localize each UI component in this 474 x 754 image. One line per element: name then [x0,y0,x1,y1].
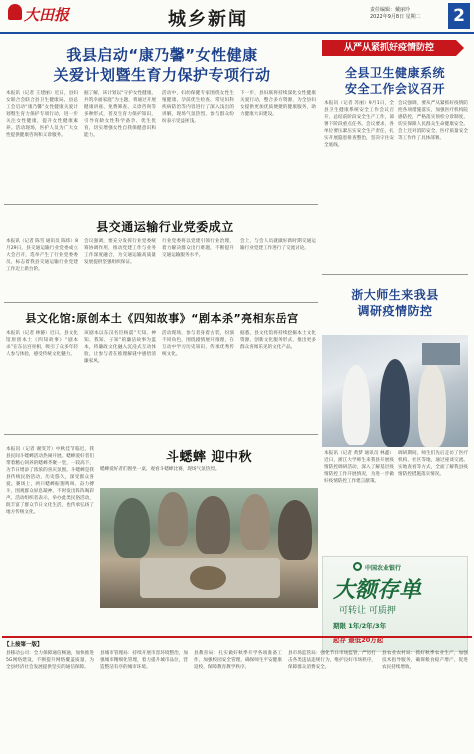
page-number: 2 [448,3,470,29]
side-badge: 从严从紧抓好疫情防控 [322,40,456,56]
section-title: 城乡新闻 [168,9,248,30]
ad-terms: 期限 1年/2年/3年 [333,622,387,630]
continuation-column: 县城市管理局：持续开展市容环境整治，加强城市精细化管理，着力提升城市品位，营造整洁有序的城市环境。 [100,651,188,670]
bank-logo-icon [353,562,362,571]
ad-sub-text: 可转让 可质押 [339,606,396,616]
editor-info [370,7,421,21]
badge-arrow-icon [456,40,464,56]
zju-body-column: 本报讯（记者 黄梦 通讯员 林鑫）近日，浙江大学师生来我县开展疫情防控调研活动，深入了解基层疫情防控工作开展情况，为进一步做好疫情防控工作建言献策。 [324,451,394,484]
lead-headline-line-2: 关爱计划暨生育力保护专项行动 [53,66,271,84]
zju-headline-line-1: 浙大师生来我县 [351,288,439,302]
culture-body-column: 该剧本以东汉名臣杨震“天知、神知、我知、子知”的廉洁故事为蓝本，将廉政文化融入沉浸式互动体验，让参与者在推理解谜中感悟清廉家风。 [84,331,156,364]
lead-body-column: 活动中，妇幼保健专家围绕女性生殖健康、孕前优生检查、常见妇科疾病防治等内容进行了深入浅出的讲解，现场气氛热烈，参与群众纷纷表示受益匪浅。 [162,91,234,124]
transport-body-column: 行业党委将以党建引领行业治理，着力解决群众出行难题，不断提升交通运输服务水平。 [162,239,234,258]
culture-headline: 县文化馆:原创本土《四知故事》“剧本杀”亮相东岳宫 [25,312,299,325]
editor-name: 责任编辑：戴丽玲 [370,7,411,13]
health-body-column: 会议强调，要从严从紧抓好疫情防控各项措施落实，加强医疗机构院感防控，严格落实预检分诊制度，切实保障人民群众生命健康安全。会上还对消防安全、医疗质量安全等工作作了具体部署。 [398,101,468,141]
autumn-headline: 斗蟋蟀 迎中秋 [165,450,253,465]
transport-body-column: 会上，与会人员就做好新时期交通运输行业党建工作进行了交流讨论。 [240,239,316,251]
health-headline-line-1: 全县卫生健康系统 [344,66,445,80]
divider [4,204,318,205]
divider [4,302,318,303]
ad-bank-name: 中国农业银行 [365,565,402,572]
ad-main-text: 大额存单 [333,577,422,603]
health-headline-line-2: 安全工作会议召开 [344,82,445,96]
issue-date: 2022年9月8日 星期二 [370,14,421,20]
culture-body-column: 据悉，县文化馆将持续挖掘本土文化资源，创新文化服务形式，推出更多群众喜闻乐见的文化产品。 [240,331,316,350]
zju-body-column: 调研期间，师生们先后走访了医疗机构、社区等地，通过座谈交流、实地查看等方式，全面了解我县疫情防控措施落实情况。 [398,451,468,477]
transport-headline: 县交通运输行业党委成立 [96,220,234,234]
continuation-column: 县教育局：扎实做好秋季开学各项准备工作，加强校园安全管理，确保师生平安健康返校，保障教育教学秩序。 [194,651,282,670]
cricket-fight-photo [100,488,318,608]
autumn-body-column: 本报讯（记者 谢雯芳）中秋佳节临近，我县民间斗蟋蟀活动热闹开展。蟋蟀爱好者们带着精心饲养的蟋蟀齐聚一堂，一较高下，为节日增添了浓浓的喜庆氛围。斗蟋蟀是我县传统民俗活动，历史悠久，深受群众喜爱。赛场上，两只蟋蟀振翅鸣叫、奋力搏斗，围观群众屏息凝神，不时发出阵阵喝彩声。活动组织者表示，举办此类民俗活动，既丰富了群众节日文化生活，也传承弘扬了地方传统文化。 [6,447,94,515]
lead-headline-line-1: 我县启动“康乃馨”女性健康 [66,46,258,64]
continuation-column: 县市场监管局：强化节日市场监管，严厉打击各类违法违规行为，维护良好市场秩序，保障群众消费安全。 [288,651,376,670]
culture-body-column: 活动现场，参与者身着古装，扮演不同角色，围绕剧情展开推理，在互动中学习历史知识，传承优秀传统文化。 [162,331,234,357]
lead-body-column: 据了解，该计划以“守护女性健康，共筑幸福家庭”为主题，将通过开展健康讲座、免费筛查、义诊咨询等多种形式，普及生育力保护知识，引导育龄女性科学备孕、优生优育，切实增强女性自我保健意识和能力。 [84,91,156,138]
continuation-tag: 【上接第一版】 [4,642,43,648]
masthead [0,0,474,34]
autumn-caption: 蟋蟀爱好者们围坐一桌，观看斗蟋蟀比赛，现场气氛热烈。 [100,467,220,472]
newspaper-logo: 大田报 [24,6,70,24]
lead-body-column: 本报讯（记者 王建丽）近日，县妇女联合会联合县卫生健康局、县总工会启动“康乃馨”女性健康关爱计划暨生育力保护专项行动，进一步关注女性健康，提升女性健康素养。活动现场，医护人员为广大女性提供健康咨询和义诊服务。 [6,91,78,138]
transport-body-column: 会议强调，要充分发挥行业党委统筹协调作用，推动党建工作与业务工作深度融合，为交通运输高质量发展提供坚强组织保证。 [84,239,156,265]
continuation-column: 县农业农村局：抓好秋季农业生产，加强技术指导服务，确保粮食稳产增产，促进农民持续增收。 [382,651,468,670]
zju-visit-photo [322,335,468,447]
transport-body-column: 本报讯（记者 陈雪 通讯员 陈炜）8月29日，县交通运输行业党委成立大会召开，选举产生了行业党委委员，标志着我县交通运输行业党建工作迈上新台阶。 [6,239,78,272]
divider [322,274,468,275]
culture-body-column: 本报讯（记者 林静）近日，县文化馆原创本土《四知故事》“剧本杀”在东岳宫亮相，吸引了众多年轻人参与体验，感受传统文化魅力。 [6,331,78,357]
lead-body-column: 下一步，县妇联将持续深化女性健康关爱行动，整合多方资源，为全县妇女提供更加优质便捷的健康服务，助力健康大田建设。 [240,91,316,117]
zju-headline-line-2: 调研疫情防控 [357,304,433,318]
health-body-column: 本报讯（记者 苏丽）9月1日，全县卫生健康系统安全工作会议召开，总结前阶段安全生产工作，部署下阶段重点任务。会议要求，各单位要压紧压实安全生产责任，扎实开展隐患排查整治，坚决守住安全底线。 [324,101,394,148]
newspaper-logo-icon [8,4,22,20]
continuation-column: 县移动公司：全力保障通信畅通，加快推进5G网络建设，不断提升网络覆盖质量，为全县经济社会发展提供坚实的通信保障。 [6,651,94,670]
divider [4,434,318,435]
ad-minimum: 起存 最低20万起 [333,636,384,644]
